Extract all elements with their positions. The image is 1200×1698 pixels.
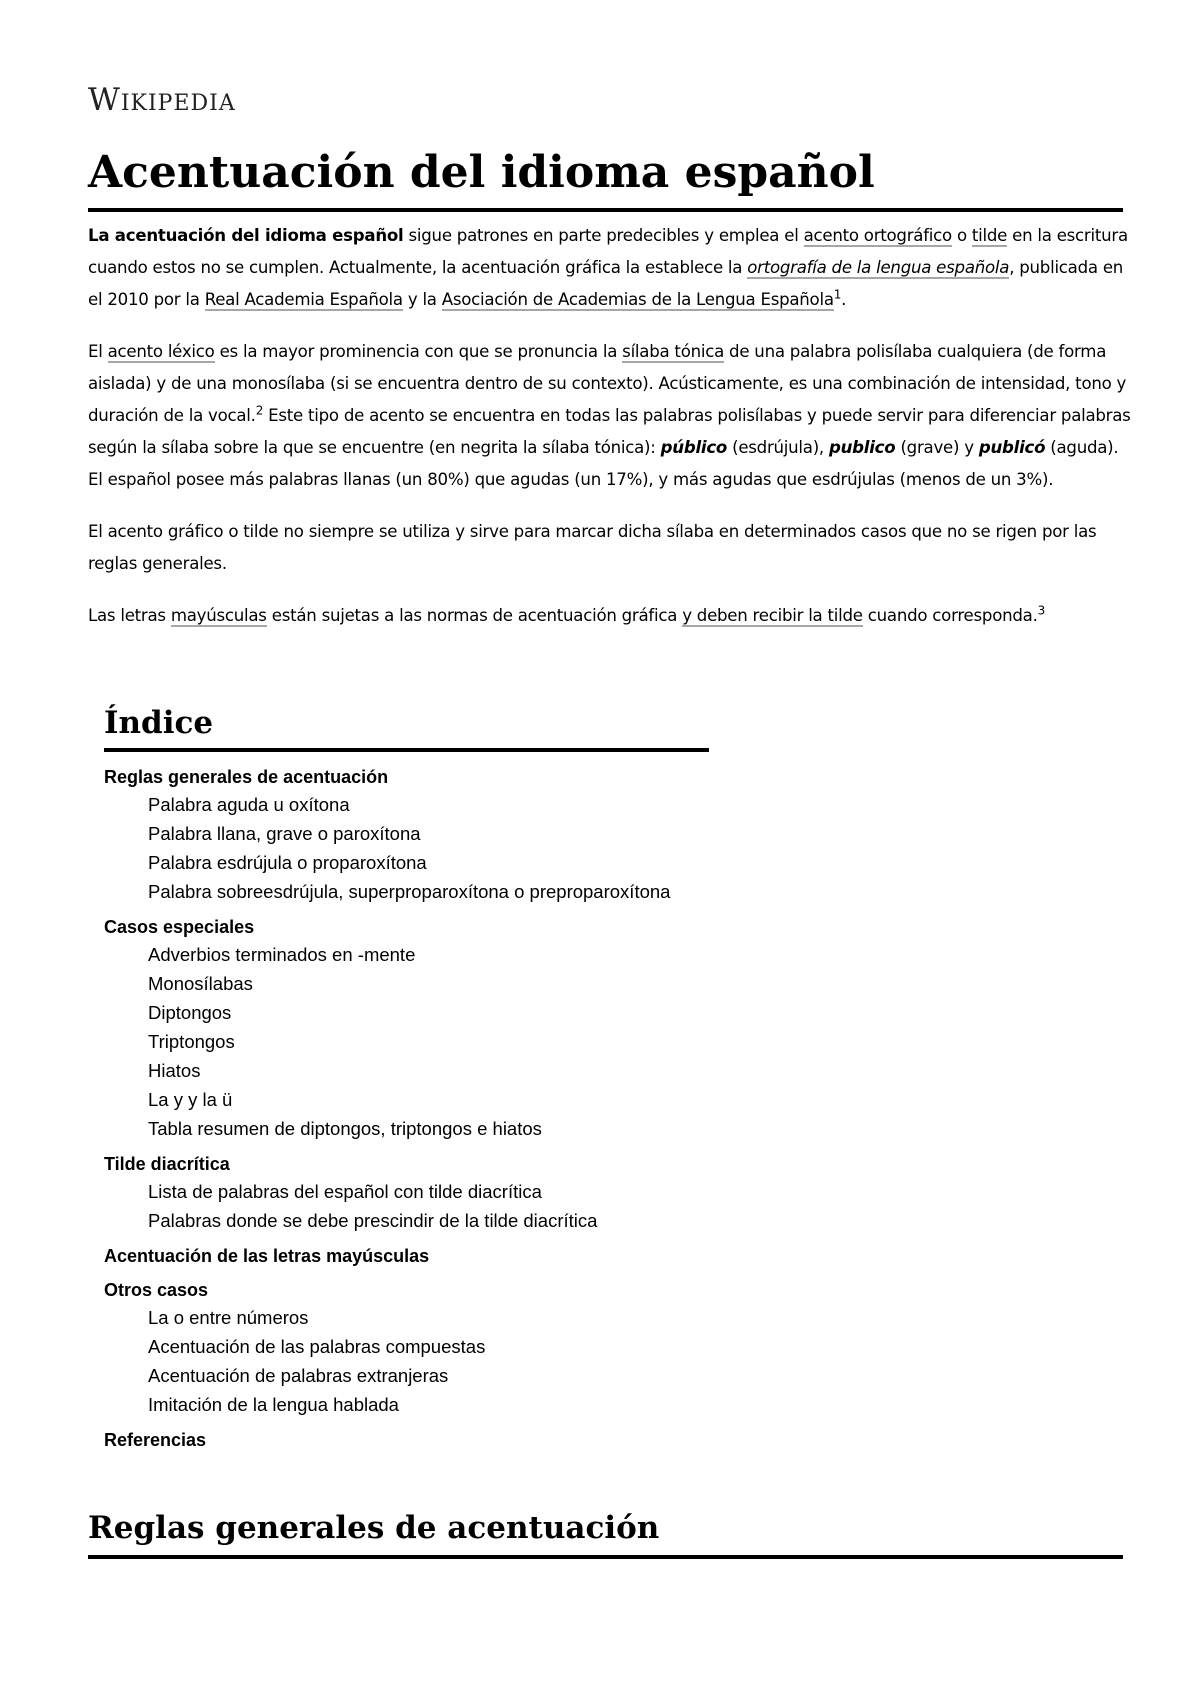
reference-3[interactable]: 3 xyxy=(1037,603,1045,618)
toc-section[interactable]: Tilde diacrítica xyxy=(104,1154,230,1174)
intro-paragraph-2: El acento léxico es la mayor prominencia con que se pronuncia la sílaba tónica de una palabra polisílaba cualquiera (de forma aislada) y de una monosílaba (si se encuentra dentro de su contexto). Acústicamente, es una combinación de intensidad, tono y duración de la vocal.$^2$ Este tipo de acento se encuentra en todas las palabras polisílabas y puede servir para diferenciar palabras según la sílaba sobre la que se encuentre (en negrita la sílaba tónica): público (esdrújula), publico (grave) y publicó (aguda). El español posee más palabras llanas (un 80%) que agudas (un 17%), y más agudas que esdrújulas (menos de un 3%). xyxy=(88,342,1131,489)
toc-subsection[interactable]: Triptongos xyxy=(148,1031,235,1052)
link-asale[interactable]: Asociación de Academias de la Lengua Española xyxy=(441,290,834,309)
link-acento-ortografico[interactable]: acento ortográfico xyxy=(803,226,952,245)
toc-subsection[interactable]: Diptongos xyxy=(148,1002,232,1023)
toc-subsection[interactable]: Palabras donde se debe prescindir de la tilde diacrítica xyxy=(148,1210,598,1231)
toc-subsection[interactable]: Hiatos xyxy=(148,1060,201,1081)
page-title: Acentuación del idioma español xyxy=(88,143,1123,212)
link-rae[interactable]: Real Academia Española xyxy=(204,290,403,309)
toc-heading: Índice xyxy=(104,700,709,752)
link-silaba-tonica[interactable]: sílaba tónica xyxy=(622,342,725,361)
link-deben-recibir-tilde[interactable]: y deben recibir la tilde xyxy=(682,606,863,625)
toc-subsection[interactable]: La y y la ü xyxy=(148,1089,233,1110)
toc-section[interactable]: Otros casos xyxy=(104,1280,209,1300)
toc-subsection[interactable]: Acentuación de las palabras compuestas xyxy=(148,1336,486,1357)
toc-subsection[interactable]: Acentuación de palabras extranjeras xyxy=(148,1365,449,1386)
reference-2[interactable]: 2 xyxy=(255,403,264,418)
toc-section[interactable]: Referencias xyxy=(104,1430,207,1450)
example-publico-esdrujula: público xyxy=(660,438,728,457)
toc-subsection[interactable]: La o entre números xyxy=(148,1307,309,1328)
wikipedia-logo[interactable]: Wikipedia xyxy=(88,82,236,118)
reference-1[interactable]: 1 xyxy=(833,287,842,302)
example-publico-aguda: publicó xyxy=(978,438,1046,457)
intro-paragraph-3: El acento gráfico o tilde no siempre se utiliza y sirve para marcar dicha sílaba en determinados casos que no se rigen por las reglas generales. xyxy=(88,522,1097,573)
toc-subsection[interactable]: Palabra llana, grave o paroxítona xyxy=(148,823,421,844)
toc-section[interactable]: Casos especiales xyxy=(104,917,255,937)
lead-term: La acentuación del idioma español xyxy=(88,226,404,245)
example-publico-grave: publico xyxy=(828,438,896,457)
link-tilde[interactable]: tilde xyxy=(971,226,1008,245)
table-of-contents xyxy=(104,700,704,1453)
section-heading-reglas: Reglas generales de acentuación xyxy=(88,1505,1123,1559)
toc-section[interactable]: Acentuación de las letras mayúsculas xyxy=(104,1246,430,1266)
toc-subsection[interactable]: Imitación de la lengua hablada xyxy=(148,1394,399,1415)
link-mayusculas[interactable]: mayúsculas xyxy=(170,606,267,625)
toc-list xyxy=(104,764,704,1453)
toc-subsection[interactable]: Monosílabas xyxy=(148,973,253,994)
toc-subsection[interactable]: Palabra sobreesdrújula, superproparoxítona o preproparoxítona xyxy=(148,881,671,902)
toc-subsection[interactable]: Palabra aguda u oxítona xyxy=(148,794,350,815)
toc-subsection[interactable]: Palabra esdrújula o proparoxítona xyxy=(148,852,427,873)
intro-paragraph-1: La acentuación del idioma español sigue patrones en parte predecibles y emplea el acento ortográfico o tilde en la escritura cuando estos no se cumplen. Actualmente, la acentuación gráfica la establece la ortografía de la lengua española, publicada en el 2010 por la Real Academia Española y la Asociación de Academias de la Lengua Española$^1$. xyxy=(88,226,1128,309)
toc-subsection[interactable]: Adverbios terminados en -mente xyxy=(148,944,416,965)
link-acento-lexico[interactable]: acento léxico xyxy=(107,342,215,361)
toc-section[interactable]: Reglas generales de acentuación xyxy=(104,767,389,787)
intro-paragraph-4: Las letras mayúsculas están sujetas a las normas de acentuación gráfica y deben recibir la tilde cuando corresponda.$^3$ xyxy=(88,603,1045,625)
toc-subsection[interactable]: Lista de palabras del español con tilde diacrítica xyxy=(148,1181,542,1202)
toc-subsection[interactable]: Tabla resumen de diptongos, triptongos e hiatos xyxy=(148,1118,542,1139)
link-ortografia[interactable]: ortografía de la lengua española xyxy=(747,258,1010,277)
article-body xyxy=(88,220,1133,652)
